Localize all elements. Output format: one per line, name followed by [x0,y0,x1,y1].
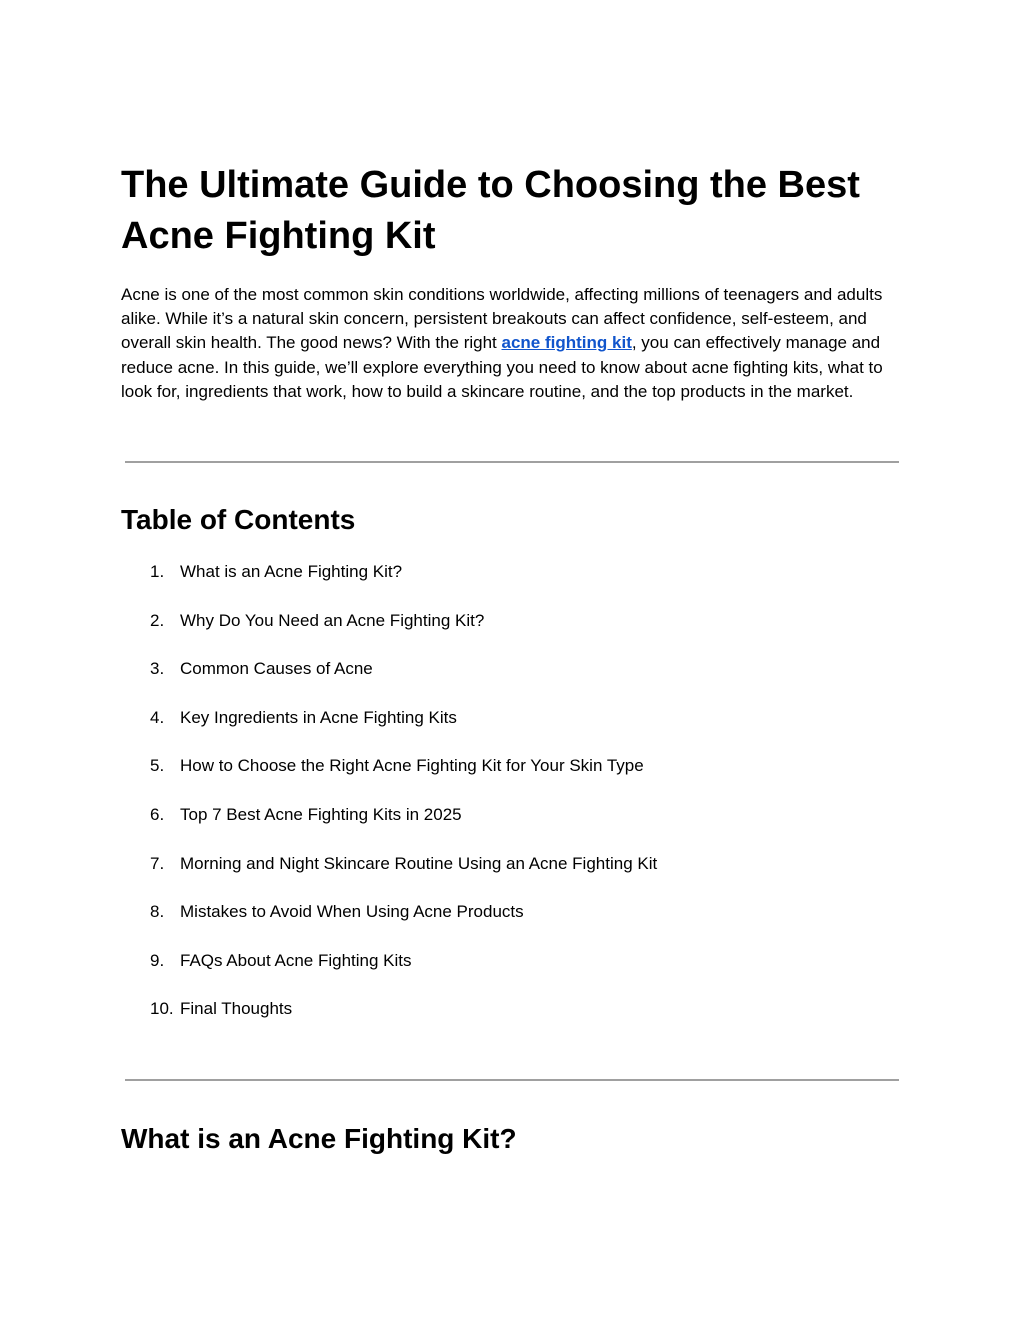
toc-item-number: 2. [150,610,165,630]
toc-item-number: 8. [150,902,165,922]
toc-item-text: Morning and Night Skincare Routine Using an Acne Fighting Kit [180,853,658,873]
toc-heading: Table of Contents [121,504,356,535]
toc-item-number: 3. [150,659,165,679]
toc-item-number: 7. [150,853,165,873]
intro-text-before-link: Acne is one of the most common skin conditions worldwide, affecting millions of teenagers and adults alike. While it’s a natural skin concern, persistent breakouts can affect confidence, self-esteem, and overall skin health. The good news? With the right [121,285,883,353]
toc-item [150,997,657,1021]
toc-item-number: 5. [150,756,165,776]
toc-item [150,560,657,584]
intro-paragraph [121,283,911,404]
toc-item [150,657,657,681]
toc-item-text: Key Ingredients in Acne Fighting Kits [180,707,457,727]
page-title: The Ultimate Guide to Choosing the Best Acne Fighting Kit [121,164,860,257]
toc-item [150,706,657,730]
toc-item-text: Top 7 Best Acne Fighting Kits in 2025 [180,804,462,824]
toc-item-text: How to Choose the Right Acne Fighting Kit for Your Skin Type [180,756,644,776]
horizontal-divider [125,1079,899,1081]
toc-item-number: 6. [150,804,165,824]
intro-text-after-link: , you can effectively manage and reduce acne. In this guide, we’ll explore everything you need to know about acne fighting kits, what to look for, ingredients that work, how to build a skincare routine, and the top products in the market. [121,333,883,401]
toc-item [150,754,657,778]
toc-item-text: Final Thoughts [180,999,293,1019]
toc-item-number: 9. [150,950,165,970]
toc-item-number: 4. [150,707,165,727]
section-heading: What is an Acne Fighting Kit? [121,1123,517,1154]
toc-item-text: Why Do You Need an Acne Fighting Kit? [180,610,485,630]
toc-item-number: 1. [150,562,165,581]
toc-item [150,852,657,876]
toc-item [150,803,657,827]
toc-item-text: FAQs About Acne Fighting Kits [180,950,412,970]
acne-fighting-kit-link[interactable]: acne fighting kit [501,333,632,353]
table-of-contents [150,560,657,1046]
toc-item-text: Common Causes of Acne [180,659,373,679]
horizontal-divider [125,461,899,463]
toc-item-text: Mistakes to Avoid When Using Acne Products [180,902,524,922]
toc-item [150,609,657,633]
toc-item [150,949,657,973]
toc-item-text: What is an Acne Fighting Kit? [180,562,403,581]
toc-item [150,900,657,924]
toc-item-number: 10. [150,999,174,1019]
